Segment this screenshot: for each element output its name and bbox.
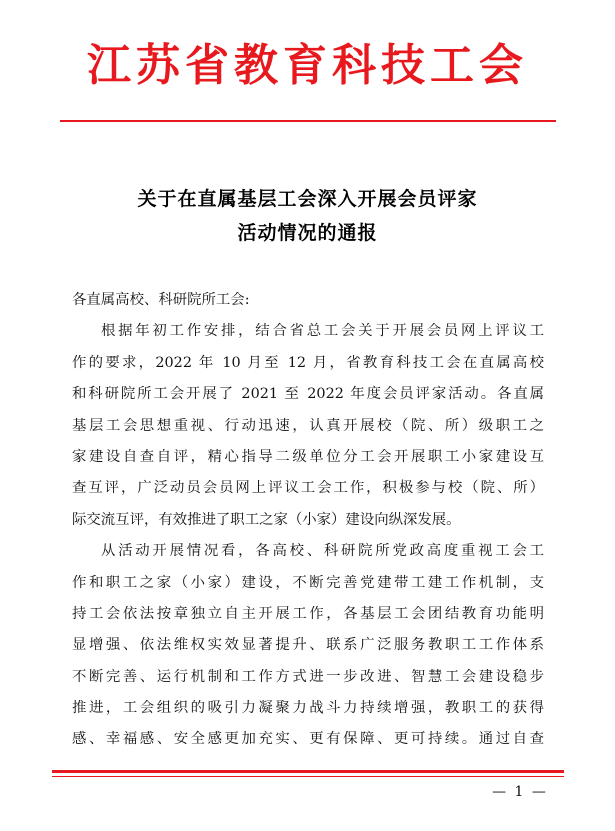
document-body <box>72 285 544 756</box>
p2-line-3: 持工会依法按章独立自主开展工作，各基层工会团结教育功能明 <box>72 605 544 622</box>
p1-line-4: 基层工会思想重视、行动迅速，认真开展校（院、所）级职工之 <box>72 417 544 434</box>
page-number: — 1 — <box>492 784 548 800</box>
p2-line-5: 不断完善、运行机制和工作方式进一步改进、智慧工会建设稳步 <box>72 668 544 685</box>
salutation: 各直属高校、科研院所工会: <box>72 292 250 308</box>
masthead-red-rule <box>60 120 556 122</box>
p2-line-4: 显增强、依法维权实效显著提升、联系广泛服务教职工工作体系 <box>72 637 544 654</box>
p2-line-7: 感、幸福感、安全感更加充实、更有保障、更可持续。通过自查 <box>72 731 544 748</box>
footer-red-rule-thick <box>52 770 564 773</box>
p1-line-2: 作的要求，2022 年 10 月至 12 月，省教育科技工会在直属高校 <box>72 354 544 371</box>
document-title <box>40 182 575 250</box>
p1-line-6: 查互评，广泛动员会员网上评议工会工作，积极参与校（院、所） <box>72 480 544 497</box>
p1-line-7: 际交流互评，有效推进了职工之家（小家）建设向纵深发展。 <box>72 511 461 528</box>
p1-line-1: 根据年初工作安排，结合省总工会关于开展会员网上评议工 <box>101 323 544 340</box>
p2-line-6: 推进，工会组织的吸引力凝聚力战斗力持续增强，教职工的获得 <box>72 700 544 717</box>
p2-line-2: 作和职工之家（小家）建设，不断完善党建带工建工作机制，支 <box>72 574 544 591</box>
title-line-2: 活动情况的通报 <box>237 222 378 244</box>
footer-red-rule-thin <box>52 776 564 777</box>
p2-line-1: 从活动开展情况看，各高校、科研院所党政高度重视工会工 <box>101 543 544 560</box>
title-line-1: 关于在直属基层工会深入开展会员评家 <box>137 188 478 210</box>
p1-line-5: 家建设自查自评，精心指导二级单位分工会开展职工小家建设互 <box>72 448 544 465</box>
p1-line-3: 和科研院所工会开展了 2021 至 2022 年度会员评家活动。各直属 <box>72 386 544 403</box>
masthead-org-name: 江苏省教育科技工会 <box>87 40 528 91</box>
